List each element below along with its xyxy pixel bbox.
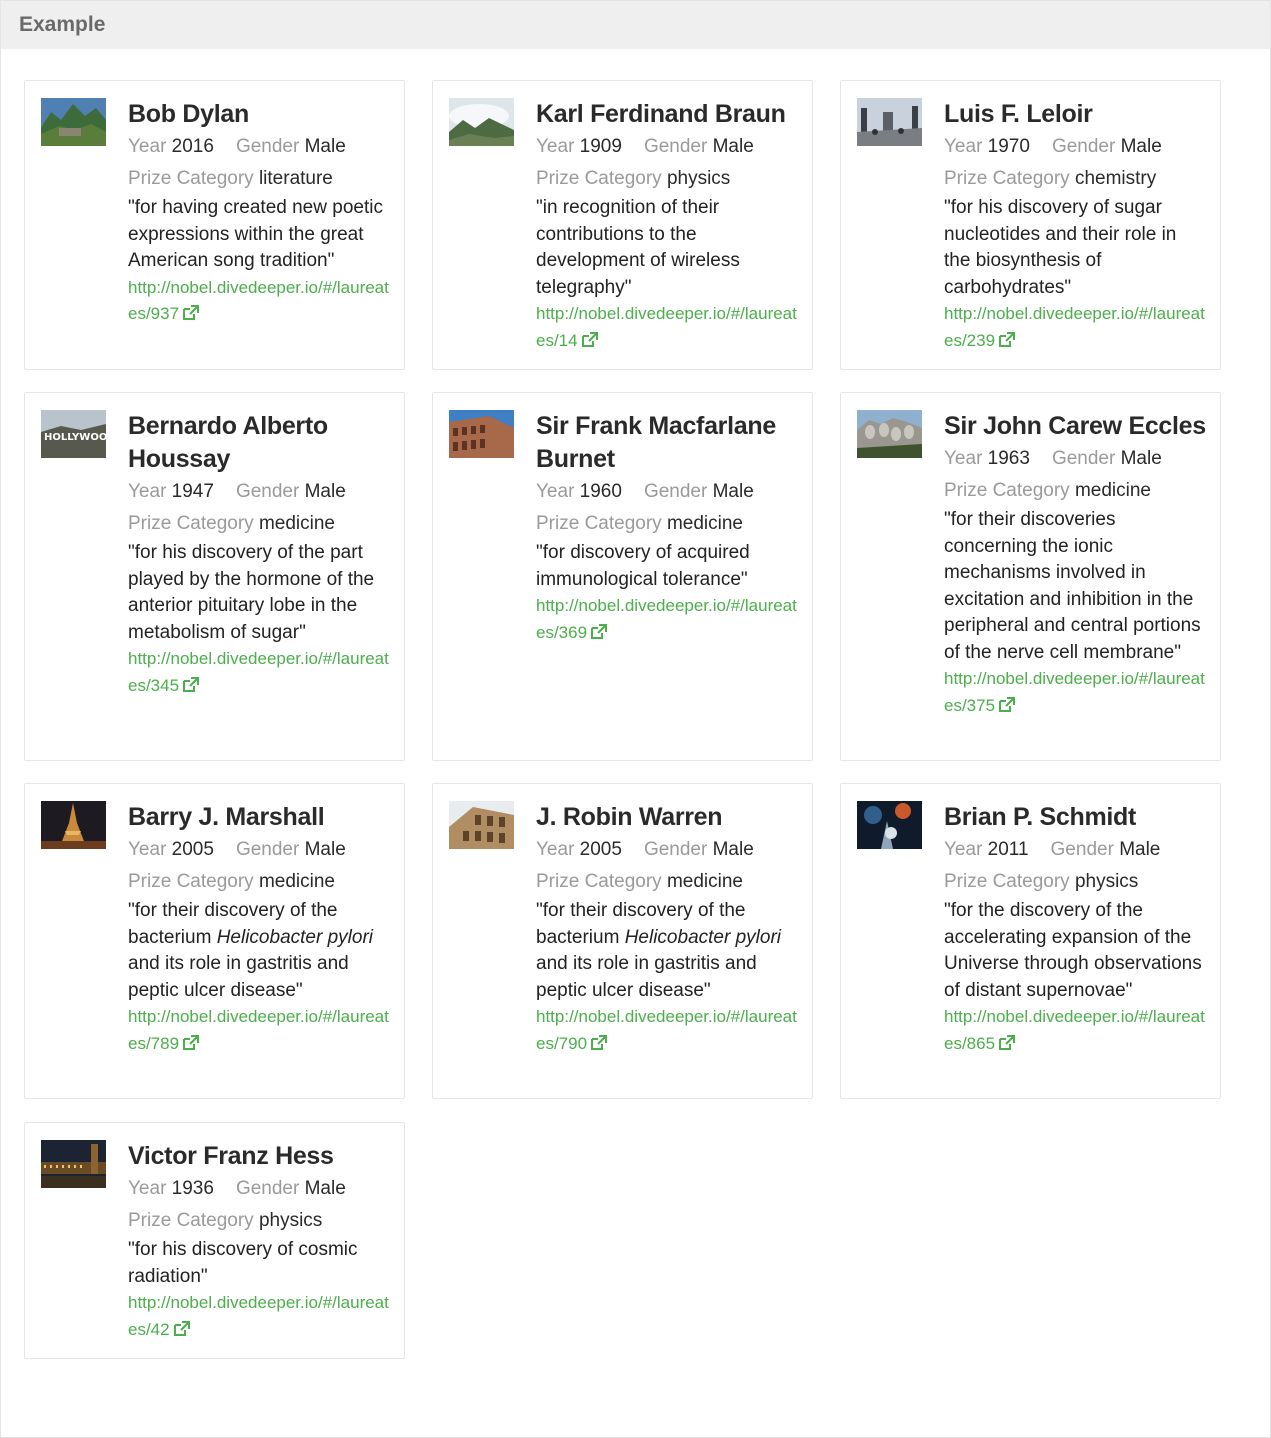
bridge-statues-photo: [857, 98, 922, 146]
laureate-link[interactable]: [128, 1004, 392, 1059]
laureate-link-text: http://nobel.divedeeper.io/#/laureates/14: [536, 304, 797, 350]
gender-label: Gender: [235, 136, 300, 157]
laureate-link-text: http://nobel.divedeeper.io/#/laureates/375: [944, 669, 1205, 715]
laureate-card: [24, 783, 405, 1099]
laureate-year-gender: [536, 834, 800, 866]
category-value: medicine: [1074, 480, 1151, 501]
gender-value: Male: [304, 839, 346, 860]
laureate-card: [432, 783, 813, 1099]
laureate-link-text: http://nobel.divedeeper.io/#/laureates/937: [128, 277, 389, 323]
colosseum-photo: [449, 410, 514, 458]
laureate-name: Sir Frank Macfarlane Burnet: [536, 412, 776, 473]
laureate-link-text: http://nobel.divedeeper.io/#/laureates/790: [536, 1007, 797, 1053]
laureate-link[interactable]: [128, 275, 392, 330]
laureate-name: Victor Franz Hess: [128, 1142, 334, 1170]
gender-label: Gender: [1051, 136, 1116, 157]
laureate-year-gender: [128, 834, 392, 866]
laureate-category: [128, 1205, 392, 1237]
external-link-icon: [581, 330, 598, 357]
gender-label: Gender: [1050, 839, 1114, 860]
laureate-year-gender: [128, 1173, 392, 1205]
year-value: 1963: [987, 448, 1030, 469]
category-label: Prize Category: [536, 871, 662, 892]
gender-value: Male: [304, 136, 346, 157]
year-value: 2011: [987, 839, 1029, 860]
mount-rushmore-photo: [857, 410, 922, 458]
laureate-card: [840, 392, 1221, 761]
category-value: chemistry: [1074, 168, 1157, 189]
year-label: Year: [944, 448, 983, 469]
laureate-card: [840, 783, 1221, 1099]
laureate-name: Barry J. Marshall: [128, 803, 325, 831]
colosseum-arches-photo: [449, 801, 514, 849]
laureate-category: [944, 163, 1208, 195]
laureate-category: [536, 508, 800, 540]
gender-value: Male: [304, 481, 346, 502]
year-label: Year: [536, 481, 575, 502]
category-value: medicine: [666, 871, 743, 892]
gender-value: Male: [712, 136, 754, 157]
category-value: physics: [258, 1210, 323, 1231]
gender-value: Male: [1120, 136, 1162, 157]
laureate-motivation: "for discovery of acquired immunological tolerance": [536, 542, 750, 590]
category-value: medicine: [666, 513, 743, 534]
species-name: Helicobacter pylori: [624, 926, 781, 948]
gender-label: Gender: [235, 481, 300, 502]
laureate-motivation: "in recognition of their contributions to the development of wireless telegraphy": [536, 197, 740, 298]
year-value: 1960: [579, 481, 622, 502]
laureate-year-gender: [128, 476, 392, 508]
gender-label: Gender: [235, 1178, 300, 1199]
laureate-link-text: http://nobel.divedeeper.io/#/laureates/789: [128, 1007, 389, 1053]
panel-header: [1, 1, 1270, 49]
category-label: Prize Category: [944, 168, 1070, 189]
gender-value: Male: [304, 1178, 346, 1199]
laureate-card: [24, 80, 405, 370]
year-value: 2016: [171, 136, 214, 157]
external-link-icon: [182, 1033, 199, 1060]
laureate-year-gender: [944, 834, 1208, 866]
misty-mountain-photo: [449, 98, 514, 146]
year-value: 1909: [579, 136, 622, 157]
laureate-motivation: "for their discovery of the bacterium Helicobacter pylori and its role in gastritis and peptic ulcer disease": [536, 900, 781, 1001]
laureate-card: [432, 80, 813, 370]
laureate-category: [944, 475, 1208, 507]
year-value: 1936: [171, 1178, 214, 1199]
gender-label: Gender: [643, 136, 708, 157]
year-label: Year: [128, 839, 167, 860]
external-link-icon: [182, 303, 199, 330]
hollywood-sign-photo: [41, 410, 116, 458]
laureate-card: [840, 80, 1221, 370]
gender-label: Gender: [643, 481, 708, 502]
year-value: 2005: [579, 839, 622, 860]
gender-label: Gender: [643, 839, 708, 860]
category-label: Prize Category: [128, 1210, 254, 1231]
laureate-link[interactable]: [536, 593, 800, 648]
laureate-name: Brian P. Schmidt: [944, 803, 1137, 831]
laureate-name: Bernardo Alberto Houssay: [128, 412, 328, 473]
laureate-year-gender: [944, 443, 1208, 475]
laureate-link[interactable]: [128, 646, 392, 701]
laureate-name: J. Robin Warren: [536, 803, 723, 831]
laureate-year-gender: [536, 131, 800, 163]
laureate-motivation: "for his discovery of sugar nucleotides and their role in the biosynthesis of carbohydrates": [944, 197, 1177, 298]
external-link-icon: [998, 1033, 1015, 1060]
category-label: Prize Category: [944, 871, 1070, 892]
laureate-category: [536, 866, 800, 898]
external-link-icon: [182, 675, 199, 702]
laureate-link[interactable]: [128, 1290, 392, 1345]
year-label: Year: [128, 481, 167, 502]
laureate-card: [24, 1122, 405, 1359]
laureate-link[interactable]: [944, 1004, 1208, 1059]
external-link-icon: [998, 330, 1015, 357]
category-label: Prize Category: [944, 480, 1070, 501]
category-value: medicine: [258, 513, 335, 534]
external-link-icon: [173, 1319, 190, 1346]
category-label: Prize Category: [128, 168, 254, 189]
laureate-link[interactable]: [536, 301, 800, 356]
gender-value: Male: [712, 481, 754, 502]
category-value: medicine: [258, 871, 335, 892]
category-label: Prize Category: [536, 513, 662, 534]
laureate-category: [128, 866, 392, 898]
laureate-year-gender: [944, 131, 1208, 163]
category-value: physics: [1074, 871, 1139, 892]
gender-label: Gender: [235, 839, 300, 860]
laureate-category: [944, 866, 1208, 898]
laureate-motivation: "for having created new poetic expressions within the great American song tradition": [128, 197, 383, 271]
year-value: 1970: [987, 136, 1030, 157]
gender-value: Male: [1120, 448, 1162, 469]
year-label: Year: [536, 136, 575, 157]
laureate-year-gender: [128, 131, 392, 163]
year-label: Year: [128, 136, 167, 157]
gender-value: Male: [1119, 839, 1161, 860]
category-label: Prize Category: [128, 513, 254, 534]
laureate-name: Sir John Carew Eccles: [944, 412, 1206, 440]
laureate-category: [536, 163, 800, 195]
species-name: Helicobacter pylori: [216, 926, 373, 948]
laureate-name: Bob Dylan: [128, 100, 249, 128]
external-link-icon: [998, 695, 1015, 722]
eiffel-tower-night-photo: [41, 801, 106, 849]
category-value: literature: [258, 168, 333, 189]
laureate-category: [128, 163, 392, 195]
year-label: Year: [128, 1178, 167, 1199]
laureate-link[interactable]: [536, 1004, 800, 1059]
external-link-icon: [590, 622, 607, 649]
laureate-motivation: "for his discovery of the part played by the hormone of the anterior pituitary lobe in the metabolism of sugar": [128, 542, 375, 643]
year-value: 1947: [171, 481, 214, 502]
laureate-link-text: http://nobel.divedeeper.io/#/laureates/42: [128, 1293, 389, 1339]
mountain-ruins-photo: [41, 98, 106, 146]
year-label: Year: [944, 136, 983, 157]
category-label: Prize Category: [128, 871, 254, 892]
year-label: Year: [536, 839, 575, 860]
laureate-motivation: "for their discoveries concerning the ionic mechanisms involved in excitation and inhibition in the peripheral and central portions of the nerve cell membrane": [944, 509, 1201, 663]
laureate-link-text: http://nobel.divedeeper.io/#/laureates/345: [128, 649, 389, 695]
year-label: Year: [944, 839, 983, 860]
laureate-year-gender: [536, 476, 800, 508]
westminster-night-photo: [41, 1140, 106, 1188]
svg-text:HOLLYWOOD: HOLLYWOOD: [44, 432, 116, 443]
laureate-link-text: http://nobel.divedeeper.io/#/laureates/865: [944, 1007, 1205, 1053]
laureate-link-text: http://nobel.divedeeper.io/#/laureates/369: [536, 596, 797, 642]
laureate-card: [432, 392, 813, 761]
laureate-motivation: "for their discovery of the bacterium Helicobacter pylori and its role in gastritis and peptic ulcer disease": [128, 900, 373, 1001]
year-value: 2005: [171, 839, 214, 860]
laureate-motivation: "for the discovery of the accelerating expansion of the Universe through observations of distant supernovae": [944, 900, 1202, 1001]
laureate-link[interactable]: [944, 666, 1208, 721]
fireworks-photo: [857, 801, 922, 849]
laureate-link-text: http://nobel.divedeeper.io/#/laureates/239: [944, 304, 1205, 350]
category-label: Prize Category: [536, 168, 662, 189]
laureate-name: Karl Ferdinand Braun: [536, 100, 786, 128]
gender-value: Male: [712, 839, 754, 860]
external-link-icon: [590, 1033, 607, 1060]
laureate-link[interactable]: [944, 301, 1208, 356]
laureate-category: [128, 508, 392, 540]
gender-label: Gender: [1051, 448, 1116, 469]
laureate-card: [24, 392, 405, 761]
panel-title: Example: [19, 13, 106, 36]
laureate-motivation: "for his discovery of cosmic radiation": [128, 1239, 358, 1287]
laureate-name: Luis F. Leloir: [944, 100, 1093, 128]
category-value: physics: [666, 168, 731, 189]
